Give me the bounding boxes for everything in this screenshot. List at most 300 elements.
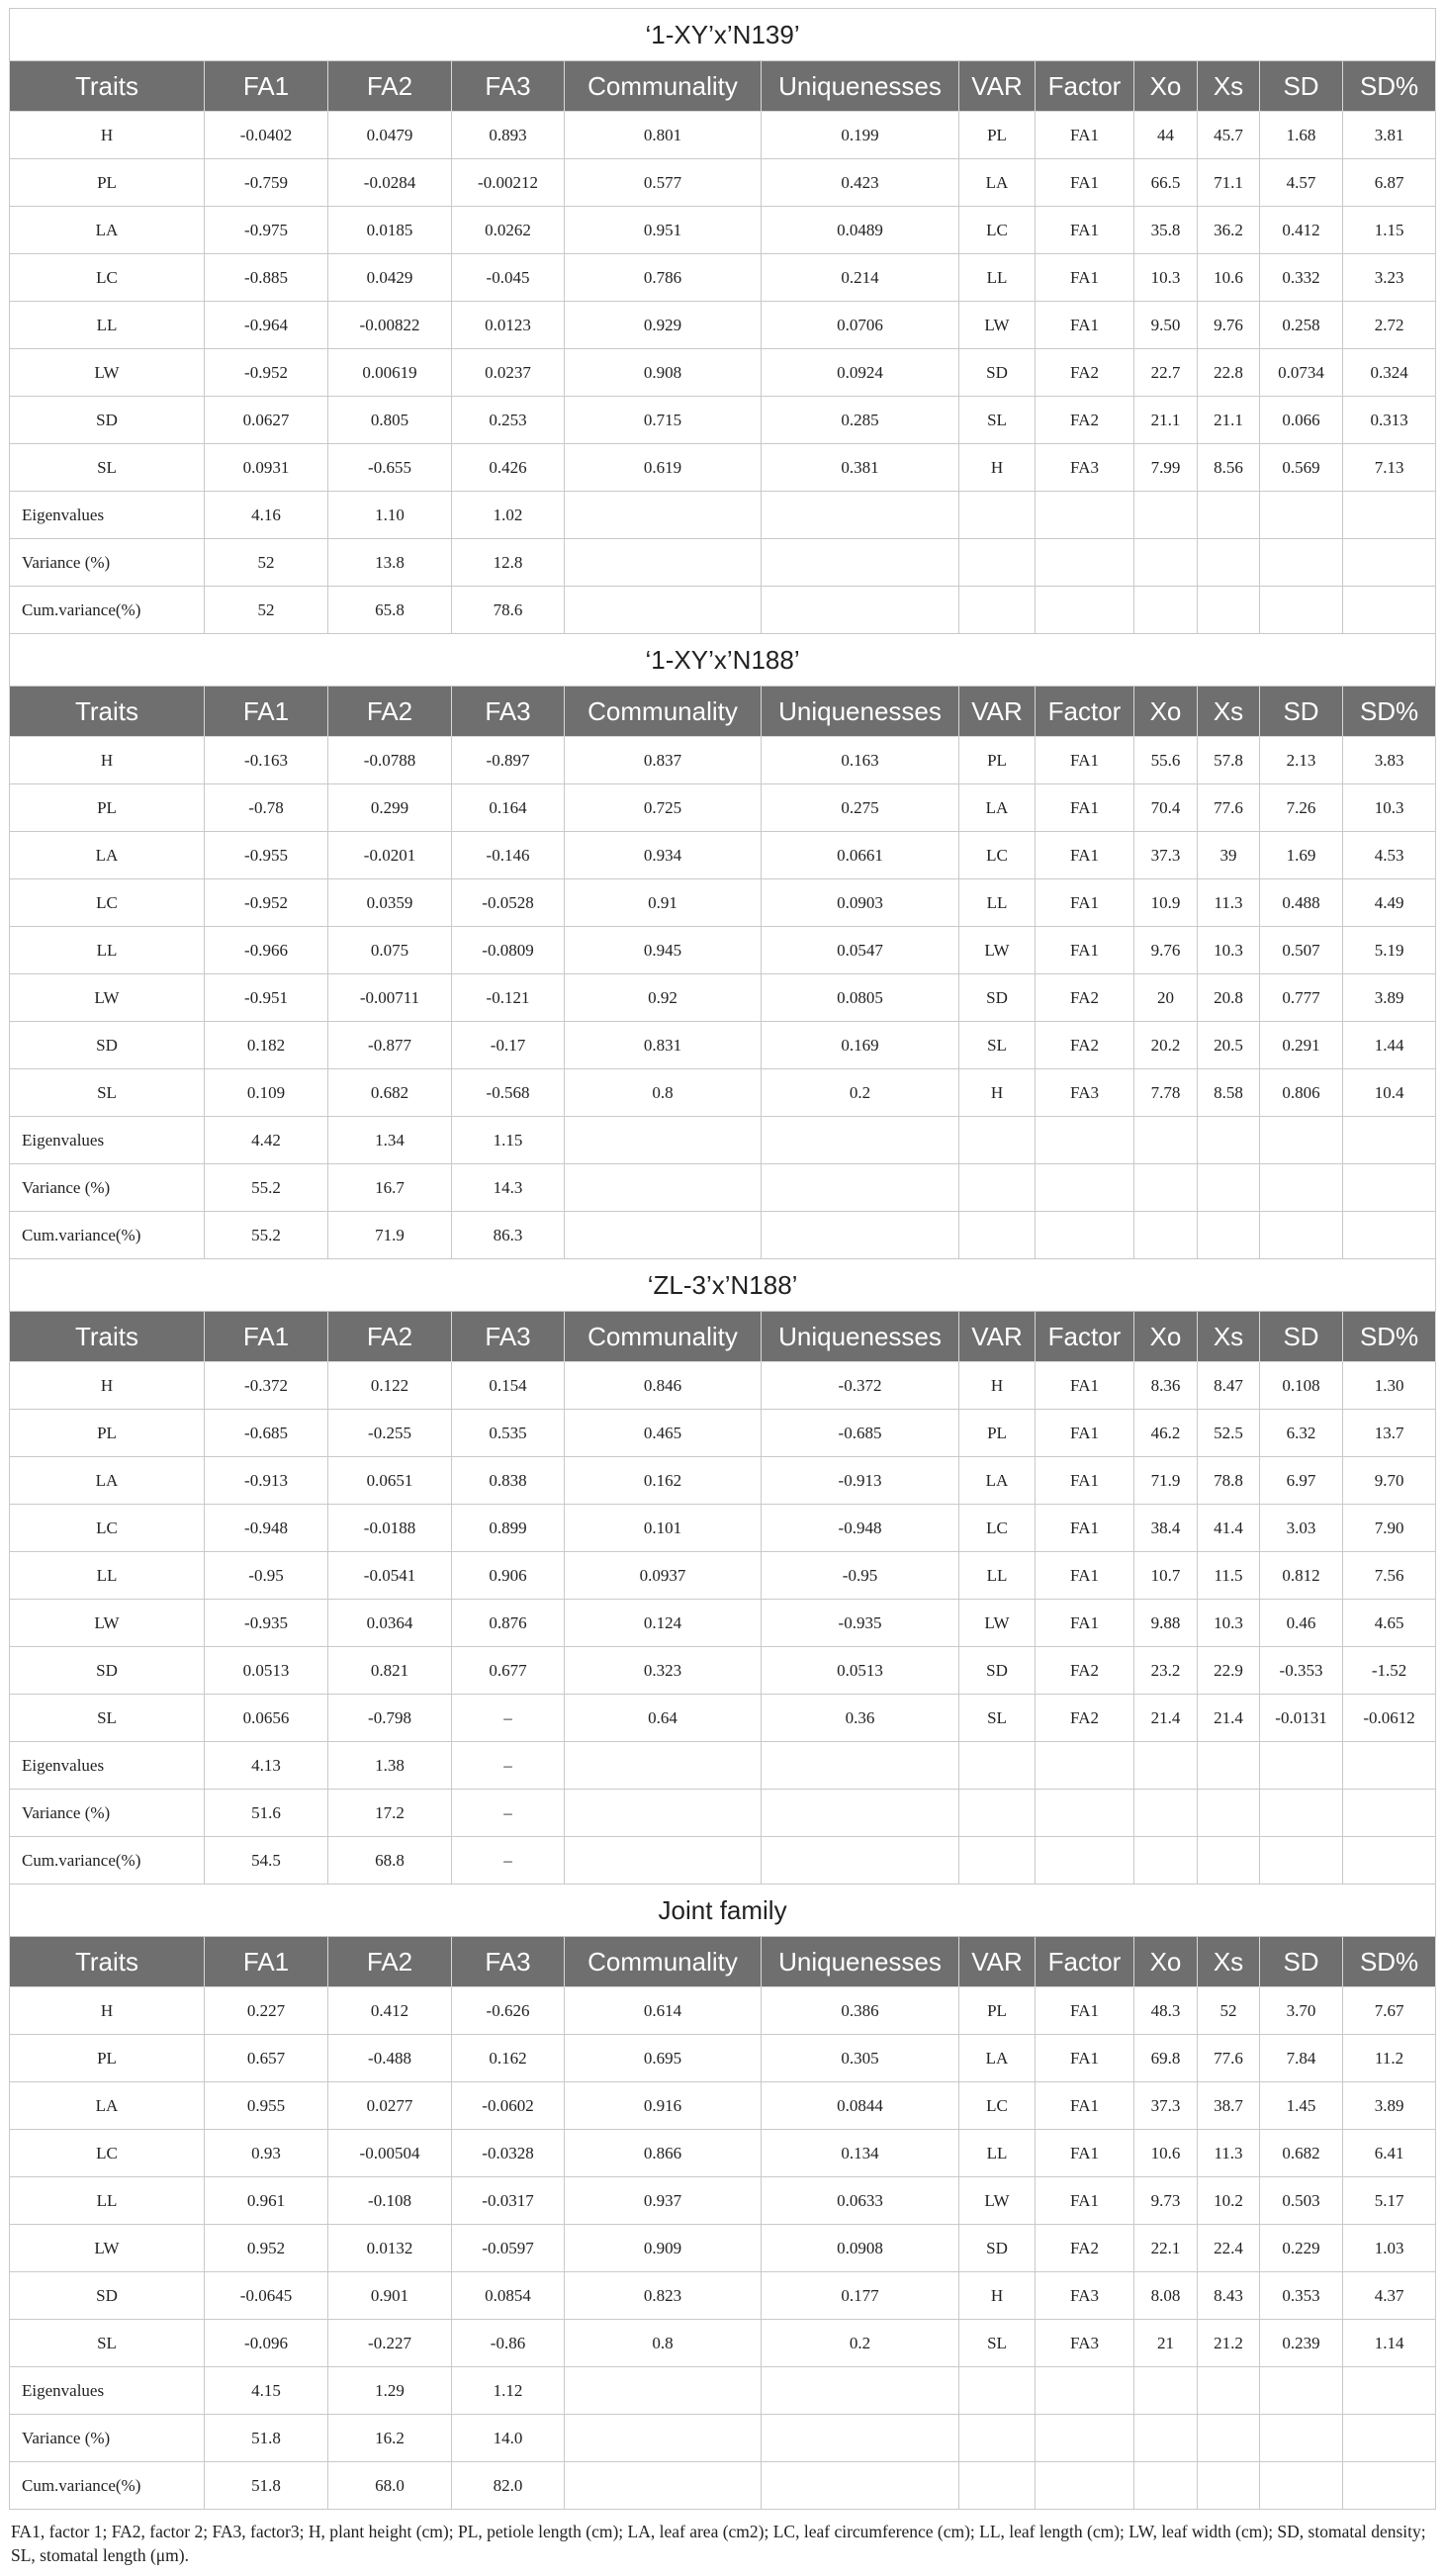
table-cell: -0.255 — [328, 1410, 452, 1457]
table-cell: 37.3 — [1134, 2082, 1198, 2130]
table-cell: 0.682 — [1260, 2130, 1343, 2177]
table-cell: 0.0429 — [328, 254, 452, 302]
table-cell: 3.83 — [1343, 737, 1436, 784]
row-label: LL — [10, 2177, 205, 2225]
table-cell: FA1 — [1036, 254, 1134, 302]
table-cell: 4.37 — [1343, 2272, 1436, 2320]
row-label: LA — [10, 207, 205, 254]
table-cell: 22.9 — [1198, 1647, 1260, 1695]
table-cell — [1134, 2415, 1198, 2462]
table-cell: -0.0328 — [452, 2130, 565, 2177]
table-cell: -0.955 — [205, 832, 328, 879]
table-cell: 0.488 — [1260, 879, 1343, 927]
table-cell: 22.8 — [1198, 349, 1260, 397]
column-header-factor: Factor — [1036, 1312, 1134, 1362]
table-cell: 14.0 — [452, 2415, 565, 2462]
table-row — [10, 2082, 1436, 2130]
table-cell — [565, 1164, 762, 1212]
table-cell: 0.577 — [565, 159, 762, 207]
column-header-sd: SD — [1260, 687, 1343, 737]
table-cell: 0.8 — [565, 2320, 762, 2367]
table-cell: -0.00822 — [328, 302, 452, 349]
table-cell: SL — [959, 1022, 1036, 1069]
table-cell: H — [959, 1362, 1036, 1410]
table-cell: 10.3 — [1343, 784, 1436, 832]
table-cell: -0.372 — [762, 1362, 959, 1410]
table-cell: FA2 — [1036, 1647, 1134, 1695]
section-title: Joint family — [10, 1885, 1436, 1937]
table-cell: 22.4 — [1198, 2225, 1260, 2272]
table-cell: 20 — [1134, 974, 1198, 1022]
table-cell: 3.70 — [1260, 1987, 1343, 2035]
table-cell: 0.253 — [452, 397, 565, 444]
table-cell: 0.00619 — [328, 349, 452, 397]
table-cell: 0.305 — [762, 2035, 959, 2082]
table-cell — [1198, 1742, 1260, 1790]
table-cell: 0.0237 — [452, 349, 565, 397]
table-cell: LW — [959, 927, 1036, 974]
table-cell: FA1 — [1036, 207, 1134, 254]
table-cell: -0.897 — [452, 737, 565, 784]
table-cell: FA1 — [1036, 879, 1134, 927]
column-header-communality: Communality — [565, 61, 762, 112]
table-cell: 0.8 — [565, 1069, 762, 1117]
table-cell: 0.876 — [452, 1600, 565, 1647]
table-cell: 0.182 — [205, 1022, 328, 1069]
column-header-communality: Communality — [565, 1312, 762, 1362]
table-cell: FA1 — [1036, 2130, 1134, 2177]
table-cell: 7.13 — [1343, 444, 1436, 492]
table-cell — [1198, 587, 1260, 634]
column-header-row — [10, 61, 1436, 112]
table-cell — [1260, 2415, 1343, 2462]
table-cell — [1260, 539, 1343, 587]
table-cell: 21.4 — [1198, 1695, 1260, 1742]
table-cell: 0.0132 — [328, 2225, 452, 2272]
table-cell: 20.5 — [1198, 1022, 1260, 1069]
table-cell — [762, 1164, 959, 1212]
column-header-var: VAR — [959, 61, 1036, 112]
table-cell: -0.964 — [205, 302, 328, 349]
table-row — [10, 587, 1436, 634]
row-label: Cum.variance(%) — [10, 587, 205, 634]
table-cell: 0.0627 — [205, 397, 328, 444]
table-cell: 0.2 — [762, 2320, 959, 2367]
table-cell: 0.332 — [1260, 254, 1343, 302]
row-label: LC — [10, 1505, 205, 1552]
table-row — [10, 349, 1436, 397]
table-cell: 52 — [205, 539, 328, 587]
table-cell: -0.121 — [452, 974, 565, 1022]
table-cell: 20.8 — [1198, 974, 1260, 1022]
table-row — [10, 1647, 1436, 1695]
column-header-factor: Factor — [1036, 1937, 1134, 1987]
row-label: H — [10, 737, 205, 784]
table-cell: 0.101 — [565, 1505, 762, 1552]
table-cell: -0.626 — [452, 1987, 565, 2035]
table-cell — [1036, 1742, 1134, 1790]
table-cell — [1036, 2462, 1134, 2510]
table-cell: 4.42 — [205, 1117, 328, 1164]
table-cell: -0.0284 — [328, 159, 452, 207]
table-cell — [1036, 2367, 1134, 2415]
table-cell: 0.934 — [565, 832, 762, 879]
table-cell: 2.72 — [1343, 302, 1436, 349]
table-cell — [1198, 1837, 1260, 1885]
table-cell: 1.15 — [1343, 207, 1436, 254]
column-header-fa2: FA2 — [328, 61, 452, 112]
table-cell: 8.47 — [1198, 1362, 1260, 1410]
table-cell — [1198, 1790, 1260, 1837]
table-cell: 17.2 — [328, 1790, 452, 1837]
row-label: Eigenvalues — [10, 2367, 205, 2415]
table-cell: 77.6 — [1198, 784, 1260, 832]
table-cell — [762, 2367, 959, 2415]
column-header-sd: SD — [1260, 1312, 1343, 1362]
table-cell: 0.777 — [1260, 974, 1343, 1022]
table-cell: 7.56 — [1343, 1552, 1436, 1600]
table-cell: 0.677 — [452, 1647, 565, 1695]
row-label: LL — [10, 1552, 205, 1600]
table-row — [10, 784, 1436, 832]
table-cell: -1.52 — [1343, 1647, 1436, 1695]
table-cell: 11.3 — [1198, 2130, 1260, 2177]
table-cell — [1134, 1742, 1198, 1790]
table-row — [10, 2415, 1436, 2462]
table-row — [10, 207, 1436, 254]
table-cell: – — [452, 1742, 565, 1790]
table-cell: -0.0402 — [205, 112, 328, 159]
table-cell: -0.913 — [205, 1457, 328, 1505]
section-title-row — [10, 1885, 1436, 1937]
table-cell — [959, 1164, 1036, 1212]
table-cell: 16.2 — [328, 2415, 452, 2462]
table-row — [10, 1457, 1436, 1505]
column-header-fa3: FA3 — [452, 61, 565, 112]
table-cell: -0.146 — [452, 832, 565, 879]
table-cell — [1036, 1837, 1134, 1885]
table-cell: 0.381 — [762, 444, 959, 492]
table-cell — [762, 1117, 959, 1164]
table-cell: 7.67 — [1343, 1987, 1436, 2035]
table-cell: 0.786 — [565, 254, 762, 302]
table-cell: -0.685 — [205, 1410, 328, 1457]
table-row — [10, 159, 1436, 207]
table-cell: FA1 — [1036, 2035, 1134, 2082]
table-cell: LW — [959, 2177, 1036, 2225]
table-cell: -0.975 — [205, 207, 328, 254]
table-cell: 13.8 — [328, 539, 452, 587]
table-cell: 1.38 — [328, 1742, 452, 1790]
table-cell: LC — [959, 2082, 1036, 2130]
table-cell — [1036, 1212, 1134, 1259]
table-cell: 0.838 — [452, 1457, 565, 1505]
row-label: Cum.variance(%) — [10, 1212, 205, 1259]
table-cell: 5.17 — [1343, 2177, 1436, 2225]
row-label: LL — [10, 927, 205, 974]
table-cell: 0.0656 — [205, 1695, 328, 1742]
table-cell — [1198, 2415, 1260, 2462]
table-row — [10, 1837, 1436, 1885]
table-cell — [565, 2367, 762, 2415]
column-header-uniquenesses: Uniquenesses — [762, 687, 959, 737]
table-cell: 3.23 — [1343, 254, 1436, 302]
table-cell — [1343, 539, 1436, 587]
row-label: Cum.variance(%) — [10, 2462, 205, 2510]
table-cell: 8.58 — [1198, 1069, 1260, 1117]
table-cell: 0.124 — [565, 1600, 762, 1647]
table-cell: 16.7 — [328, 1164, 452, 1212]
table-cell: PL — [959, 112, 1036, 159]
column-header-fa1: FA1 — [205, 1312, 328, 1362]
row-label: LW — [10, 2225, 205, 2272]
column-header-fa2: FA2 — [328, 1937, 452, 1987]
row-label: PL — [10, 2035, 205, 2082]
column-header-traits: Traits — [10, 1312, 205, 1362]
column-header-fa1: FA1 — [205, 687, 328, 737]
table-cell: 0.412 — [1260, 207, 1343, 254]
table-cell: 0.412 — [328, 1987, 452, 2035]
table-row — [10, 1505, 1436, 1552]
table-cell: 39 — [1198, 832, 1260, 879]
row-label: LW — [10, 349, 205, 397]
table-row — [10, 1600, 1436, 1647]
table-cell: 1.14 — [1343, 2320, 1436, 2367]
table-cell: 9.76 — [1198, 302, 1260, 349]
table-cell — [1343, 2415, 1436, 2462]
table-cell — [1134, 1117, 1198, 1164]
table-cell — [1343, 1212, 1436, 1259]
table-row — [10, 1117, 1436, 1164]
table-row — [10, 1164, 1436, 1212]
table-cell: LL — [959, 2130, 1036, 2177]
table-cell: 38.4 — [1134, 1505, 1198, 1552]
section-title-row — [10, 9, 1436, 61]
table-cell: 0.955 — [205, 2082, 328, 2130]
table-row — [10, 2130, 1436, 2177]
table-cell: 0.866 — [565, 2130, 762, 2177]
table-cell: 0.299 — [328, 784, 452, 832]
table-cell: -0.568 — [452, 1069, 565, 1117]
table-cell: 14.3 — [452, 1164, 565, 1212]
table-cell: 4.65 — [1343, 1600, 1436, 1647]
table-cell — [1134, 1164, 1198, 1212]
table-cell: -0.0188 — [328, 1505, 452, 1552]
table-cell: -0.951 — [205, 974, 328, 1022]
table-cell: LL — [959, 1552, 1036, 1600]
table-cell: 0.324 — [1343, 349, 1436, 397]
table-cell: 3.81 — [1343, 112, 1436, 159]
table-cell: 0.806 — [1260, 1069, 1343, 1117]
table-cell: -0.0602 — [452, 2082, 565, 2130]
table-cell: 0.695 — [565, 2035, 762, 2082]
table-cell — [1036, 1790, 1134, 1837]
table-cell: FA1 — [1036, 2177, 1134, 2225]
table-cell: 0.961 — [205, 2177, 328, 2225]
row-label: Variance (%) — [10, 1164, 205, 1212]
table-cell: 0.909 — [565, 2225, 762, 2272]
column-header-sd: SD — [1260, 61, 1343, 112]
table-cell: 7.78 — [1134, 1069, 1198, 1117]
table-cell — [565, 1212, 762, 1259]
table-cell: 0.916 — [565, 2082, 762, 2130]
table-cell: 0.64 — [565, 1695, 762, 1742]
table-cell: 0.164 — [452, 784, 565, 832]
row-label: Cum.variance(%) — [10, 1837, 205, 1885]
table-cell: FA1 — [1036, 1457, 1134, 1505]
table-cell: 0.0734 — [1260, 349, 1343, 397]
column-header-row — [10, 1937, 1436, 1987]
table-cell — [565, 587, 762, 634]
row-label: H — [10, 112, 205, 159]
table-cell: PL — [959, 1410, 1036, 1457]
table-cell — [1036, 1117, 1134, 1164]
table-cell — [959, 1212, 1036, 1259]
table-cell: 46.2 — [1134, 1410, 1198, 1457]
table-cell: 1.69 — [1260, 832, 1343, 879]
table-cell: 41.4 — [1198, 1505, 1260, 1552]
table-cell: -0.86 — [452, 2320, 565, 2367]
table-cell: 36.2 — [1198, 207, 1260, 254]
table-cell: FA2 — [1036, 1022, 1134, 1069]
table-cell: FA2 — [1036, 974, 1134, 1022]
table-cell — [959, 539, 1036, 587]
table-cell: -0.885 — [205, 254, 328, 302]
table-cell: FA2 — [1036, 2225, 1134, 2272]
table-cell: -0.17 — [452, 1022, 565, 1069]
table-cell: 66.5 — [1134, 159, 1198, 207]
row-label: H — [10, 1987, 205, 2035]
table-cell: -0.952 — [205, 879, 328, 927]
table-cell — [565, 2462, 762, 2510]
table-row — [10, 832, 1436, 879]
table-cell — [1134, 2462, 1198, 2510]
table-cell: 0.0633 — [762, 2177, 959, 2225]
table-cell: 0.313 — [1343, 397, 1436, 444]
column-header-fa3: FA3 — [452, 687, 565, 737]
table-row — [10, 1987, 1436, 2035]
table-cell — [959, 1790, 1036, 1837]
table-cell: -0.0541 — [328, 1552, 452, 1600]
table-cell: 0.0489 — [762, 207, 959, 254]
table-cell: 2.13 — [1260, 737, 1343, 784]
table-cell — [565, 492, 762, 539]
table-row — [10, 2272, 1436, 2320]
table-cell — [762, 587, 959, 634]
table-cell — [1198, 1164, 1260, 1212]
table-cell — [1343, 1742, 1436, 1790]
table-cell: 52 — [205, 587, 328, 634]
table-cell: LC — [959, 832, 1036, 879]
column-header-fa2: FA2 — [328, 687, 452, 737]
table-cell: 48.3 — [1134, 1987, 1198, 2035]
table-cell: 0.2 — [762, 1069, 959, 1117]
table-cell: 0.0479 — [328, 112, 452, 159]
table-cell — [1343, 587, 1436, 634]
table-cell — [959, 1117, 1036, 1164]
column-header-var: VAR — [959, 687, 1036, 737]
table-cell: 1.02 — [452, 492, 565, 539]
table-cell: LC — [959, 207, 1036, 254]
table-cell: 0.122 — [328, 1362, 452, 1410]
table-cell: -0.00504 — [328, 2130, 452, 2177]
column-header-row — [10, 1312, 1436, 1362]
table-cell: SL — [959, 2320, 1036, 2367]
table-row — [10, 539, 1436, 587]
table-cell — [1198, 1117, 1260, 1164]
table-cell: FA3 — [1036, 2272, 1134, 2320]
table-row — [10, 254, 1436, 302]
table-cell — [959, 2462, 1036, 2510]
table-cell: 0.929 — [565, 302, 762, 349]
table-cell: 0.227 — [205, 1987, 328, 2035]
table-cell: SD — [959, 349, 1036, 397]
table-cell: -0.227 — [328, 2320, 452, 2367]
column-header-fa3: FA3 — [452, 1312, 565, 1362]
table-cell — [1036, 492, 1134, 539]
table-cell: 10.6 — [1134, 2130, 1198, 2177]
table-cell: -0.935 — [205, 1600, 328, 1647]
section-title-row — [10, 1259, 1436, 1312]
table-cell — [1134, 1837, 1198, 1885]
table-cell: -0.488 — [328, 2035, 452, 2082]
table-cell: 0.0854 — [452, 2272, 565, 2320]
table-cell: 22.7 — [1134, 349, 1198, 397]
row-label: Variance (%) — [10, 539, 205, 587]
table-cell: FA1 — [1036, 1600, 1134, 1647]
table-cell: 1.68 — [1260, 112, 1343, 159]
table-cell: 65.8 — [328, 587, 452, 634]
table-row — [10, 1790, 1436, 1837]
table-cell — [1036, 1164, 1134, 1212]
table-row — [10, 2367, 1436, 2415]
table-cell: 0.503 — [1260, 2177, 1343, 2225]
table-cell: 0.353 — [1260, 2272, 1343, 2320]
table-cell — [1134, 2367, 1198, 2415]
row-label: LW — [10, 974, 205, 1022]
row-label: LA — [10, 832, 205, 879]
table-cell: 1.10 — [328, 492, 452, 539]
column-header-sd: SD% — [1343, 61, 1436, 112]
row-label: SD — [10, 2272, 205, 2320]
table-cell — [1260, 2462, 1343, 2510]
table-cell: 52 — [1198, 1987, 1260, 2035]
table-cell: 68.0 — [328, 2462, 452, 2510]
table-cell: 0.682 — [328, 1069, 452, 1117]
table-cell: 4.53 — [1343, 832, 1436, 879]
table-cell: 55.2 — [205, 1212, 328, 1259]
table-row — [10, 444, 1436, 492]
table-cell: PL — [959, 1987, 1036, 2035]
table-cell: LA — [959, 159, 1036, 207]
table-cell: 22.1 — [1134, 2225, 1198, 2272]
table-cell — [762, 1212, 959, 1259]
table-cell — [959, 1742, 1036, 1790]
table-cell — [959, 2415, 1036, 2462]
table-cell: 0.614 — [565, 1987, 762, 2035]
table-cell: 6.41 — [1343, 2130, 1436, 2177]
table-cell: FA1 — [1036, 2082, 1134, 2130]
column-header-sd: SD% — [1343, 1312, 1436, 1362]
table-cell: 0.657 — [205, 2035, 328, 2082]
table-row — [10, 737, 1436, 784]
table-cell: H — [959, 1069, 1036, 1117]
table-cell: -0.0317 — [452, 2177, 565, 2225]
table-cell: 0.0364 — [328, 1600, 452, 1647]
table-cell: 0.0844 — [762, 2082, 959, 2130]
table-cell — [959, 2367, 1036, 2415]
table-row — [10, 879, 1436, 927]
